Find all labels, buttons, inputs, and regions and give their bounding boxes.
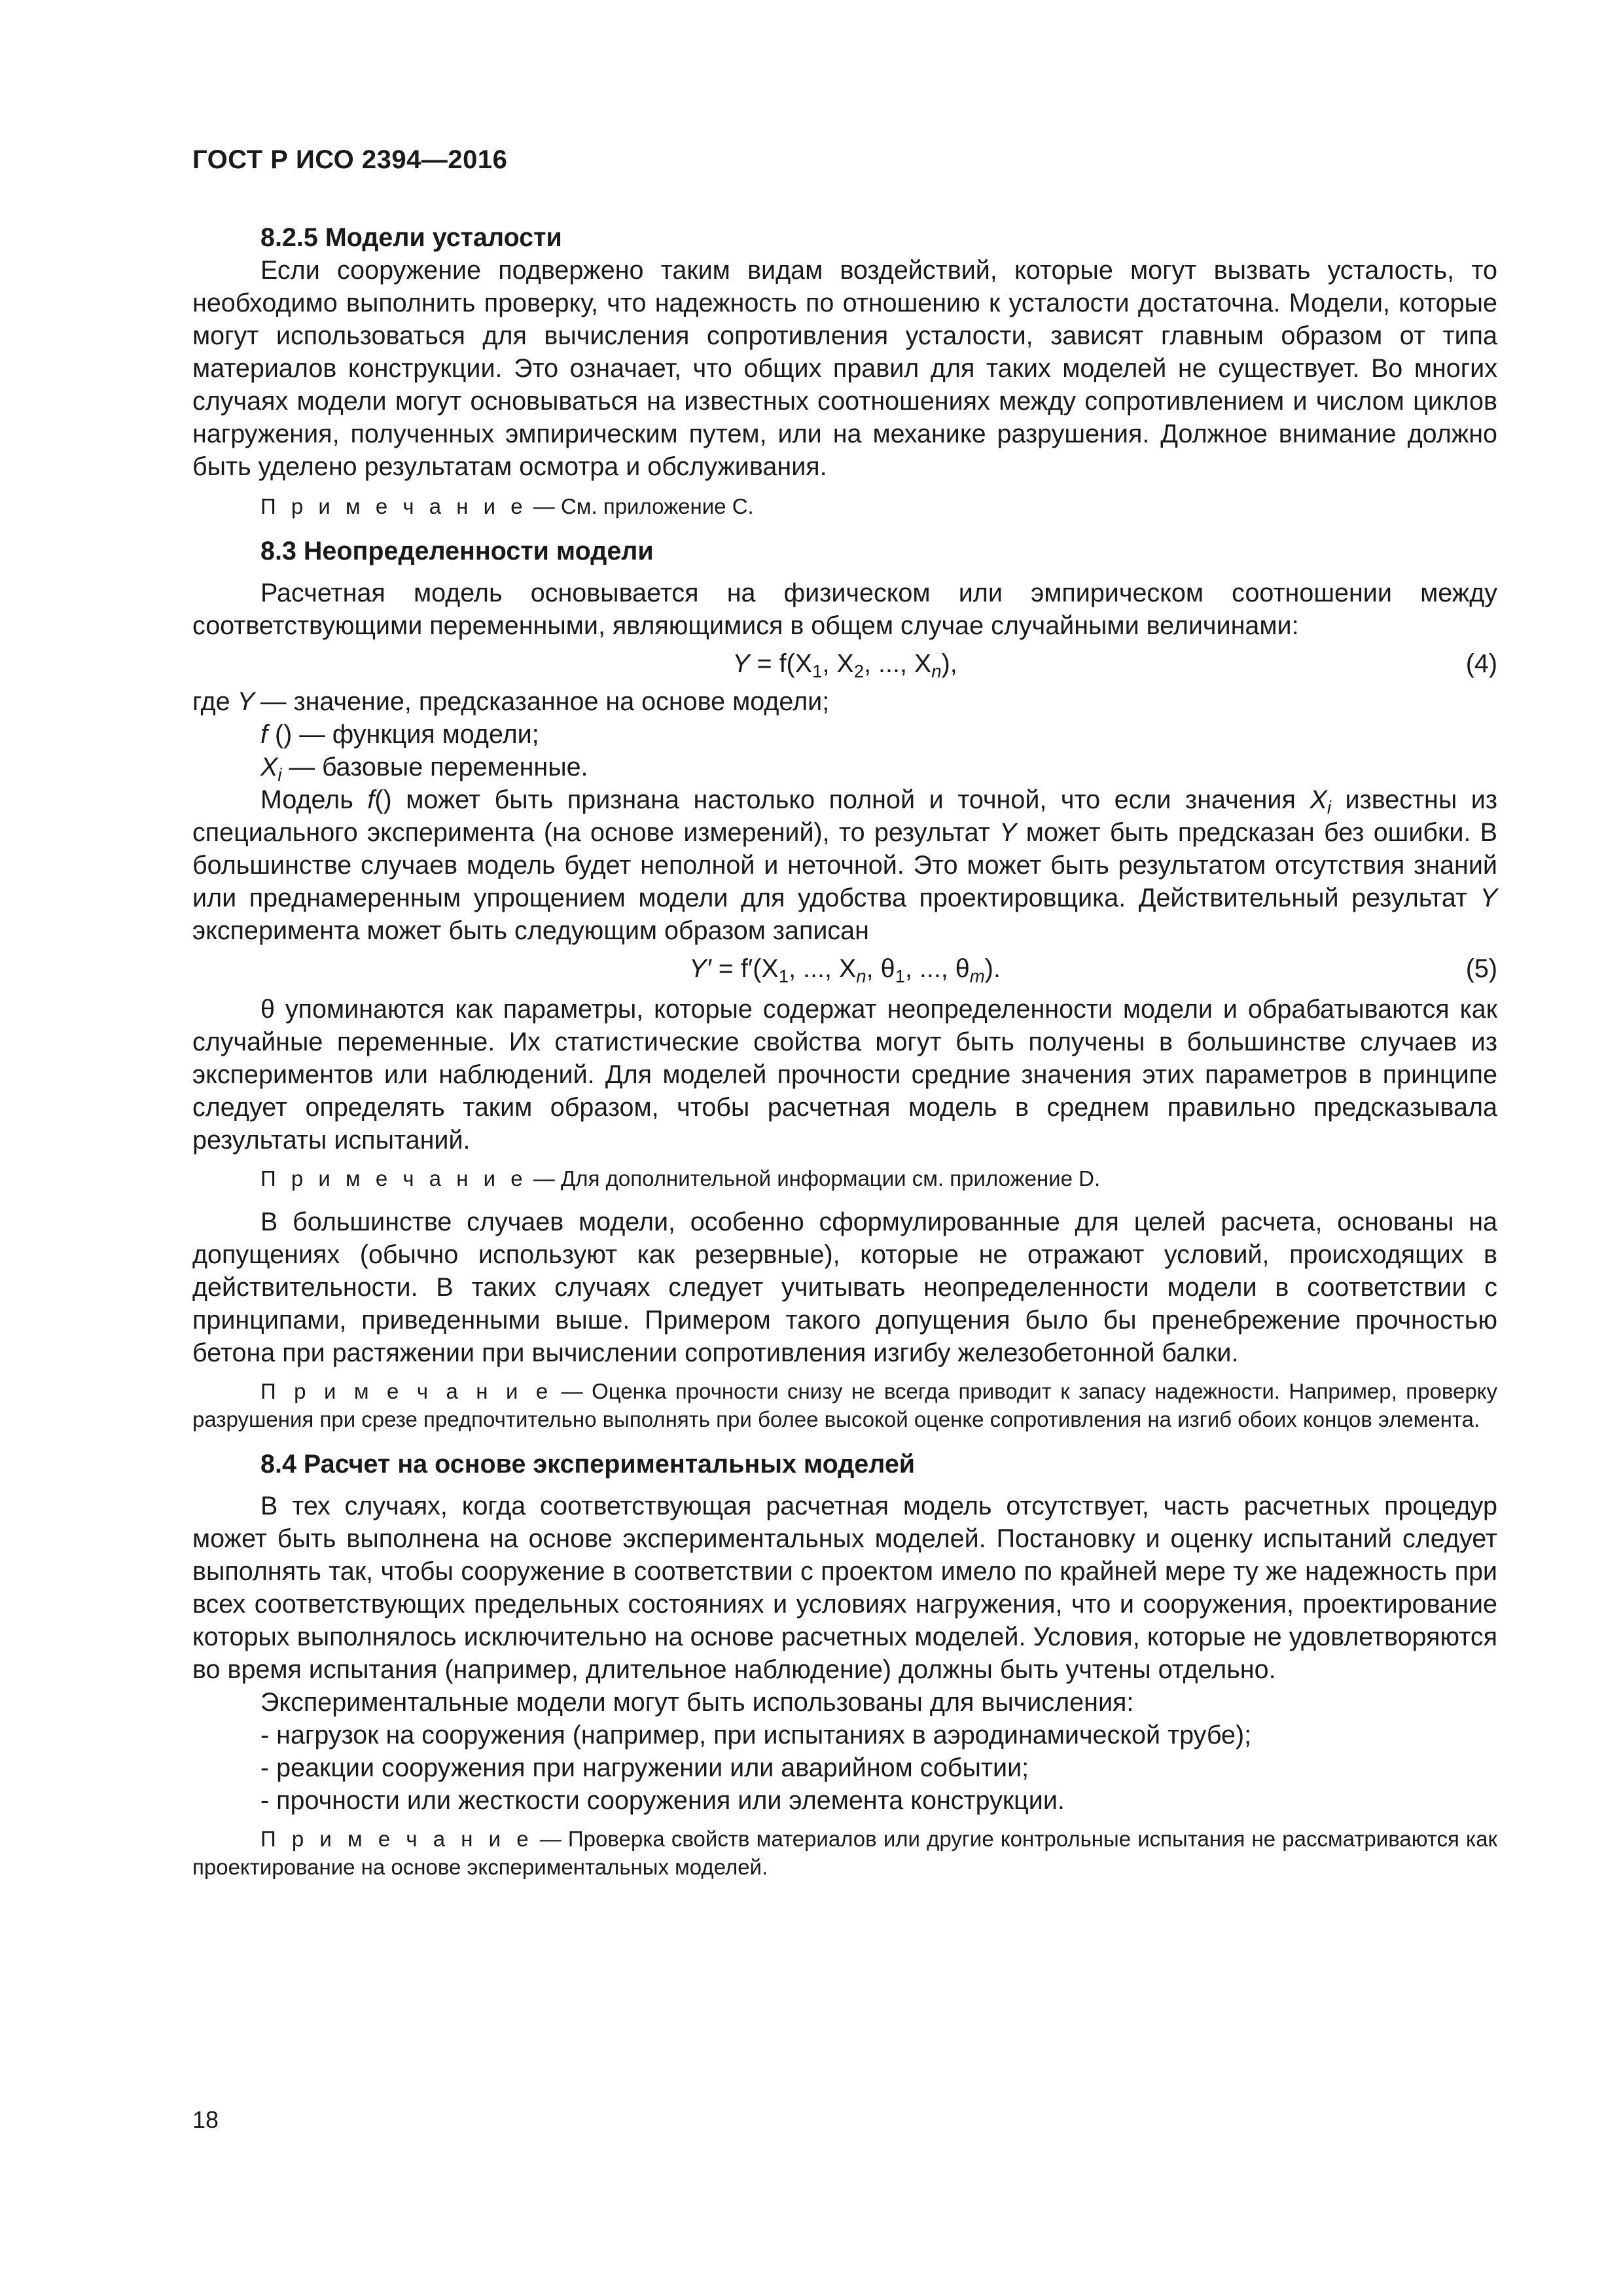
paragraph-experimental-uses: Экспериментальные модели могут быть использованы для вычисления: xyxy=(260,1688,1134,1717)
section-heading-8-3: 8.3 Неопределенности модели xyxy=(260,537,654,565)
where-line-x: $X_i$ — базовые переменные. xyxy=(260,753,588,785)
document-header: ГОСТ Р ИСО 2394—2016 xyxy=(192,145,508,174)
where-line-y: где Y — значение, предсказанное на основе модели; xyxy=(192,687,830,716)
paragraph-theta-params: θ упоминаются как параметры, которые содержат неопределенности модели и обрабатываются как случайные переменные. Их статистические свойства могут быть получены в большинстве случаев из экспериментов или наблюдений. Для моделей прочности средние значения этих параметров в принципе следует определять таким образом, чтобы расчетная модель в среднем правильно предсказывала результаты испытаний. xyxy=(192,995,1497,1155)
list-item: - прочности или жесткости сооружения или элемента конструкции. xyxy=(260,1786,1065,1815)
paragraph-model-completeness: Модель f() может быть признана настолько полной и точной, что если значения $X_i$ известны из специального эксперимента (на основе измерений), то результат Y может быть предсказан без ошибки. В большинстве случаев модель будет неполной и неточной. Это может быть результатом отсутствия знаний или преднамеренным упрощением модели для удобства проектировщика. Действительный результат Y эксперимента может быть следующим образом записан xyxy=(192,785,1497,945)
paragraph-assumptions: В большинстве случаев модели, особенно сформулированные для целей расчета, основаны на допущениях (обычно используют как резервные), которые не отражают условий, происходящих в действительности. В таких случаях следует учитывать неопределенности модели в соответствии с принципами, приведенными выше. Примером такого допущения было бы пренебрежение прочностью бетона при растяжении при вычислении сопротивления изгибу железобетонной балки. xyxy=(192,1208,1497,1367)
formula-4 xyxy=(192,647,1497,683)
formula-5-number: (5) xyxy=(1465,954,1497,983)
list-item: - нагрузок на сооружения (например, при испытаниях в аэродинамической трубе); xyxy=(260,1721,1252,1749)
where-line-f: f () — функция модели; xyxy=(260,720,539,749)
paragraph-experimental-models: В тех случаях, когда соответствующая расчетная модель отсутствует, часть расчетных процедур может быть выполнена на основе экспериментальных моделей. Постановку и оценку испытаний следует выполнять так, чтобы сооружение в соответствии с проектом имело по крайней мере ту же надежность при всех соответствующих предельных состояниях и условиях нагружения, что и сооружения, проектирование которых выполнялось исключительно на основе расчетных моделей. Условия, которые не удовлетворяются во время испытания (например, длительное наблюдение) должны быть учтены отдельно. xyxy=(192,1492,1497,1684)
note-strength-estimate: П р и м е ч а н и е — Оценка прочности снизу не всегда приводит к запасу надежности. Например, проверку разрушения при срезе предпочтительно выполнять при более высокой оценке сопротивления на изгиб обоих концов элемента. xyxy=(192,1379,1497,1431)
list-item: - реакции сооружения при нагружении или аварийном событии; xyxy=(260,1753,1029,1782)
paragraph-fatigue: Если сооружение подвержено таким видам воздействий, которые могут вызвать усталость, то необходимо выполнить проверку, что надежность по отношению к усталости достаточна. Модели, которые могут использоваться для вычисления сопротивления усталости, зависят главным образом от типа материалов конструкции. Это означает, что общих правил для таких моделей не существует. Во многих случаях модели могут основываться на известных соотношениях между сопротивлением и числом циклов нагружения, полученных эмпирическим путем, или на механике разрушения. Должное внимание должно быть уделено результатам осмотра и обслуживания. xyxy=(192,256,1497,481)
paragraph-model-basis: Расчетная модель основывается на физическом или эмпирическом соотношении между соответствующими переменными, являющимися в общем случае случайными величинами: xyxy=(192,579,1497,640)
note-material-tests: П р и м е ч а н и е — Проверка свойств материалов или другие контрольные испытания не рассматриваются как проектирование на основе экспериментальных моделей. xyxy=(192,1827,1497,1879)
note-text: — См. приложение С. xyxy=(527,494,754,518)
note-label: П р и м е ч а н и е xyxy=(260,494,527,518)
note-additional-info: П р и м е ч а н и е — Для дополнительной информации см. приложение D. xyxy=(260,1166,1101,1191)
formula-5-expression: $Y' = f'(X_1$, ..., $X_n$, $\theta_1$, ..., $\theta_m$). xyxy=(689,954,1001,986)
section-heading-8-4: 8.4 Расчет на основе экспериментальных моделей xyxy=(260,1450,916,1479)
formula-4-expression: $Y = f(X_1$, $X_2$, ..., $X_n$), xyxy=(732,649,957,681)
page-number: 18 xyxy=(192,2106,219,2133)
document-body xyxy=(192,221,1497,1881)
formula-4-number: (4) xyxy=(1465,649,1497,678)
formula-5 xyxy=(192,952,1497,988)
note-fatigue xyxy=(192,492,1497,520)
section-heading-8-2-5: 8.2.5 Модели усталости xyxy=(260,223,562,252)
